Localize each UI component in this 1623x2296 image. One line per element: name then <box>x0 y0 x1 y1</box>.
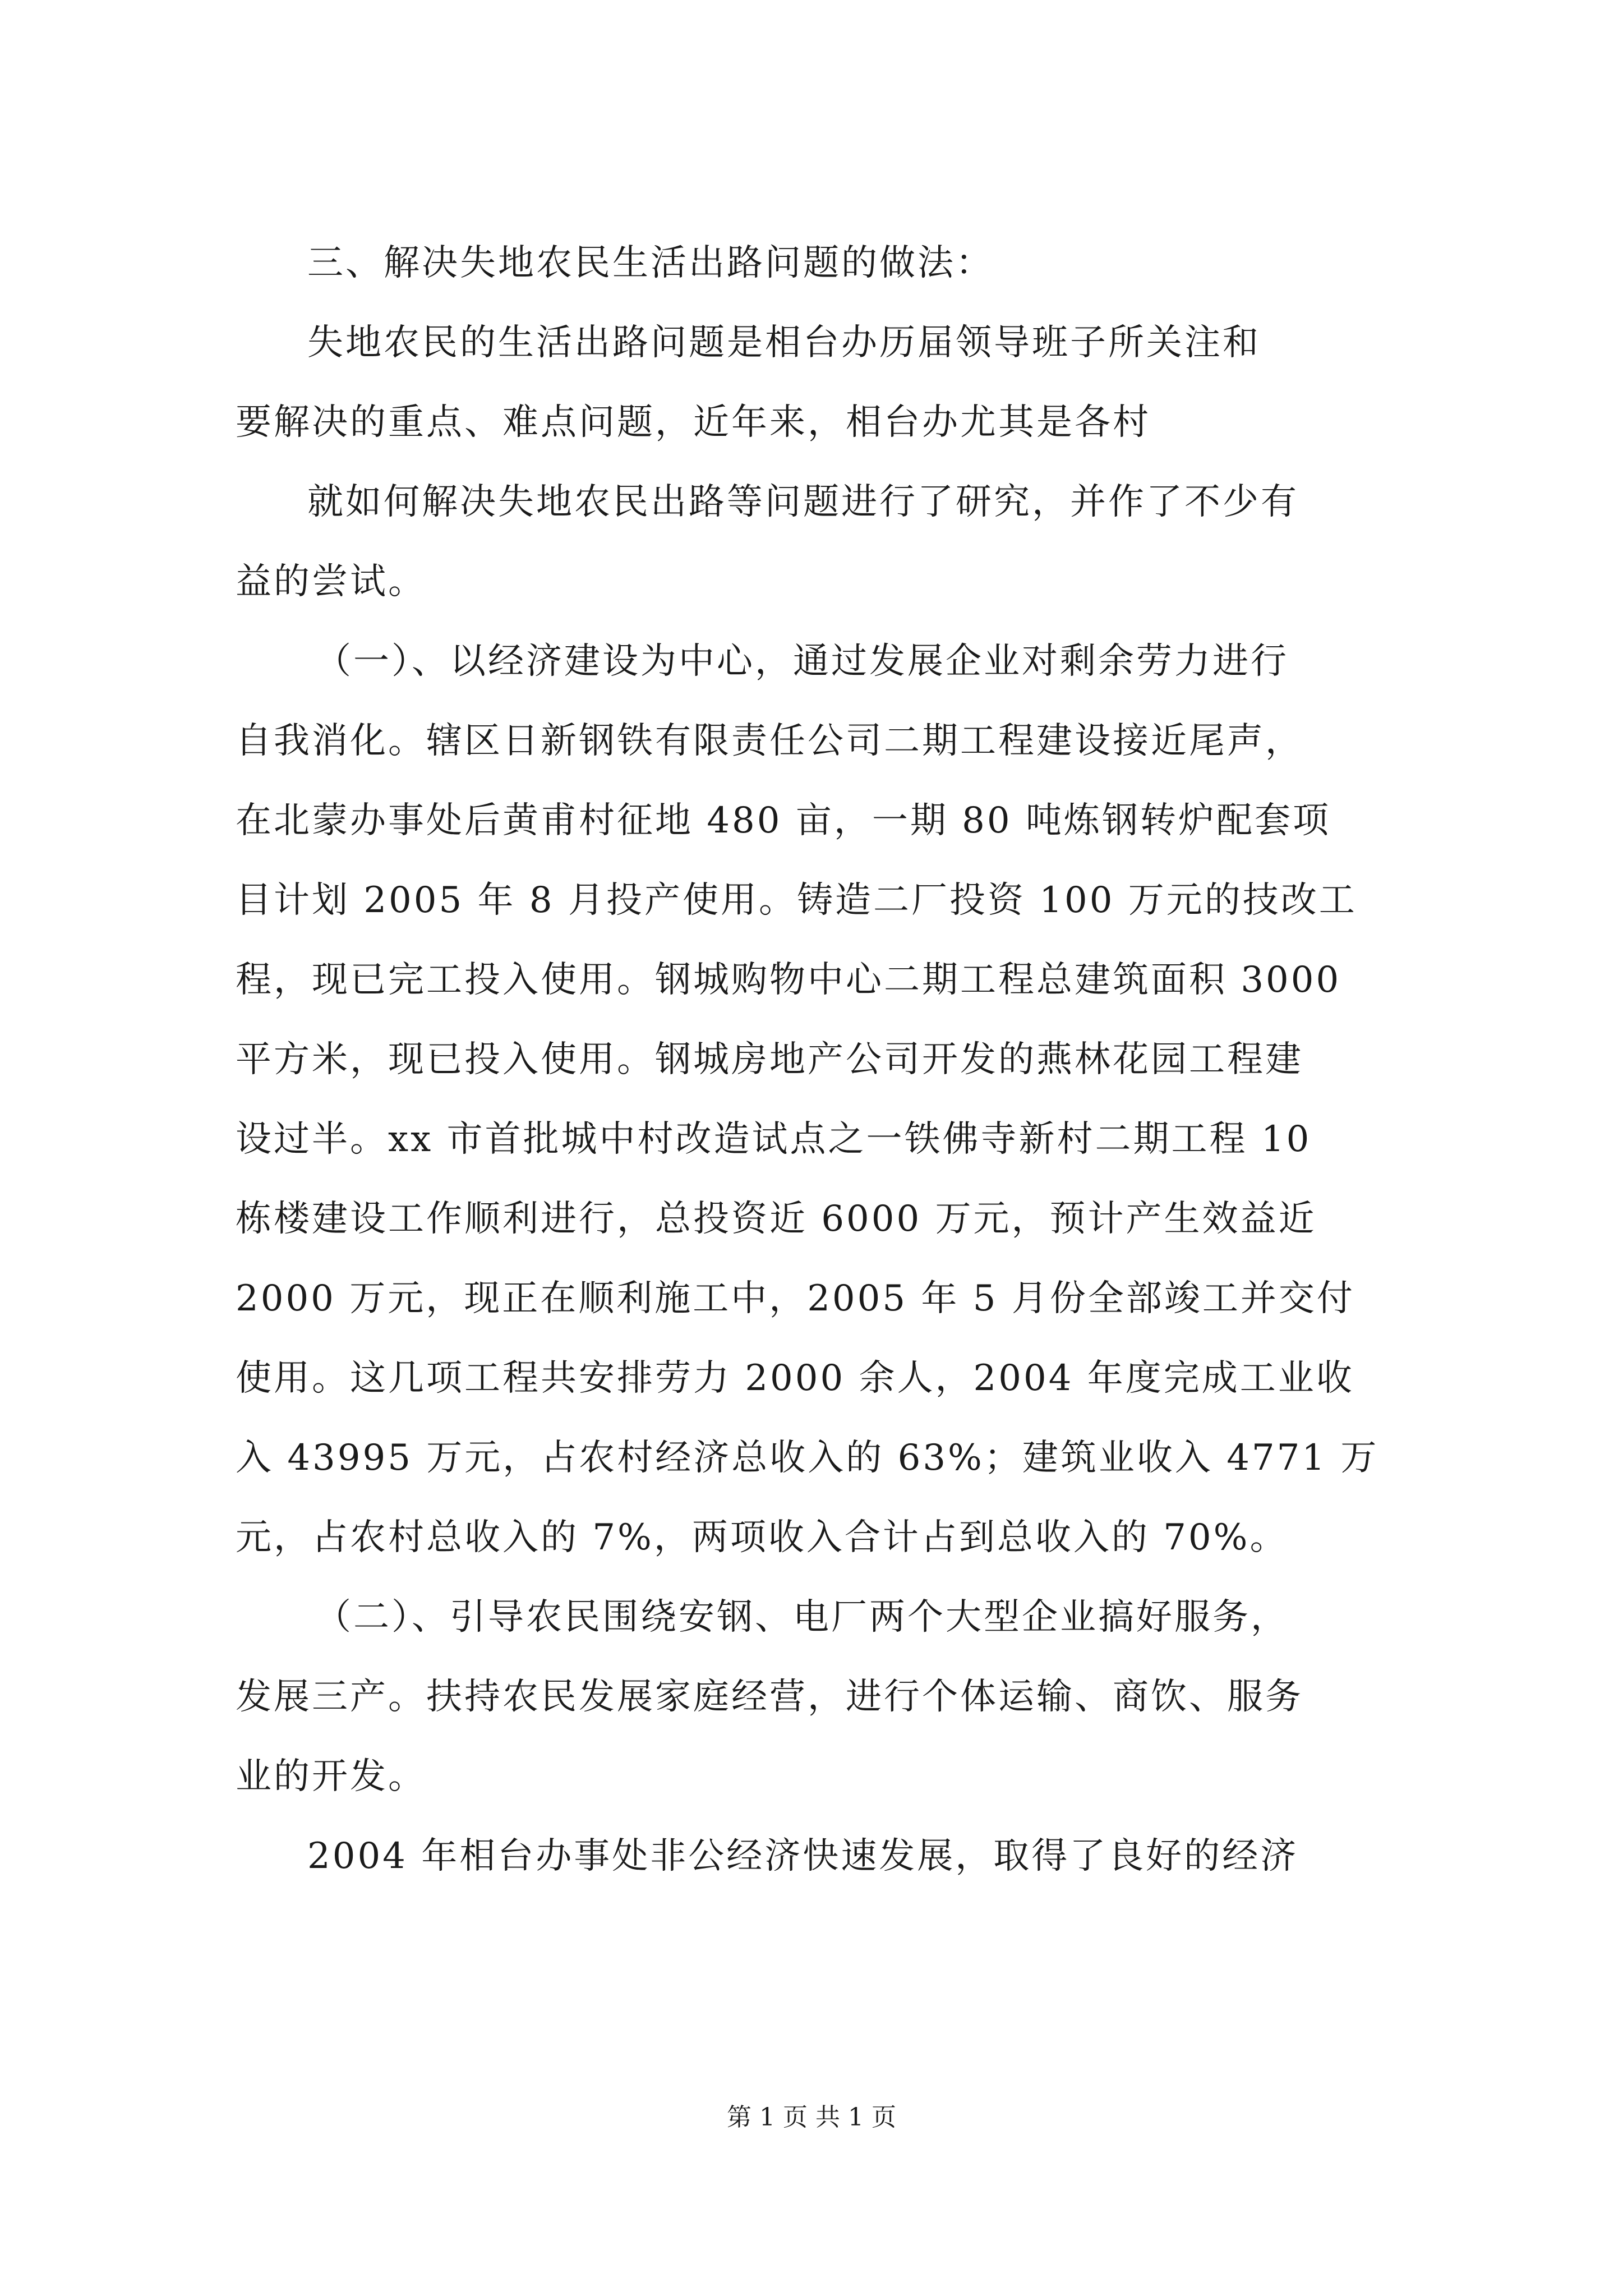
paragraph-line: 目计划 2005 年 8 月投产使用。铸造二厂投资 100 万元的技改工 <box>236 880 1357 921</box>
paragraph-line: 栋楼建设工作顺利进行，总投资近 6000 万元，预计产生效益近 <box>236 1198 1317 1240</box>
page-number-footer: 第 1 页 共 1 页 <box>727 2103 896 2132</box>
paragraph-line: 程，现已完工投入使用。钢城购物中心二期工程总建筑面积 3000 <box>236 959 1341 1001</box>
paragraph-line: 就如何解决失地农民出路等问题进行了研究，并作了不少有 <box>307 481 1299 523</box>
paragraph-line: 益的尝试。 <box>236 561 426 602</box>
paragraph-line: 2000 万元，现正在顺利施工中，2005 年 5 月份全部竣工并交付 <box>236 1278 1355 1319</box>
paragraph-line: 设过半。xx 市首批城中村改造试点之一铁佛寺新村二期工程 10 <box>236 1119 1312 1160</box>
paragraph-line: 失地农民的生活出路问题是相台办历届领导班子所关注和 <box>307 322 1261 364</box>
paragraph-line: 使用。这几项工程共安排劳力 2000 余人，2004 年度完成工业收 <box>236 1358 1354 1399</box>
paragraph-line: 在北蒙办事处后黄甫村征地 480 亩，一期 80 吨炼钢转炉配套项 <box>236 800 1331 841</box>
paragraph-line: 平方米，现已投入使用。钢城房地产公司开发的燕林花园工程建 <box>236 1039 1303 1080</box>
subsection-heading: （一）、以经济建设为中心，通过发展企业对剩余劳力进行 <box>315 641 1289 682</box>
paragraph-line: 发展三产。扶持农民发展家庭经营，进行个体运输、商饮、服务 <box>236 1676 1303 1718</box>
paragraph-line: 要解决的重点、难点问题，近年来，相台办尤其是各村 <box>236 402 1151 443</box>
paragraph-line: 2004 年相台办事处非公经济快速发展，取得了良好的经济 <box>307 1835 1299 1877</box>
paragraph-line: 元，占农村总收入的 7%，两项收入合计占到总收入的 70%。 <box>236 1517 1288 1558</box>
paragraph-line: 业的开发。 <box>236 1756 426 1797</box>
subsection-heading: （二）、引导农民围绕安钢、电厂两个大型企业搞好服务， <box>315 1596 1289 1638</box>
paragraph-line: 入 43995 万元，占农村经济总收入的 63%；建筑业收入 4771 万 <box>236 1437 1379 1479</box>
section-heading: 三、解决失地农民生活出路问题的做法： <box>307 242 994 284</box>
paragraph-line: 自我消化。辖区日新钢铁有限责任公司二期工程建设接近尾声， <box>236 720 1303 762</box>
document-body <box>236 223 1424 1896</box>
